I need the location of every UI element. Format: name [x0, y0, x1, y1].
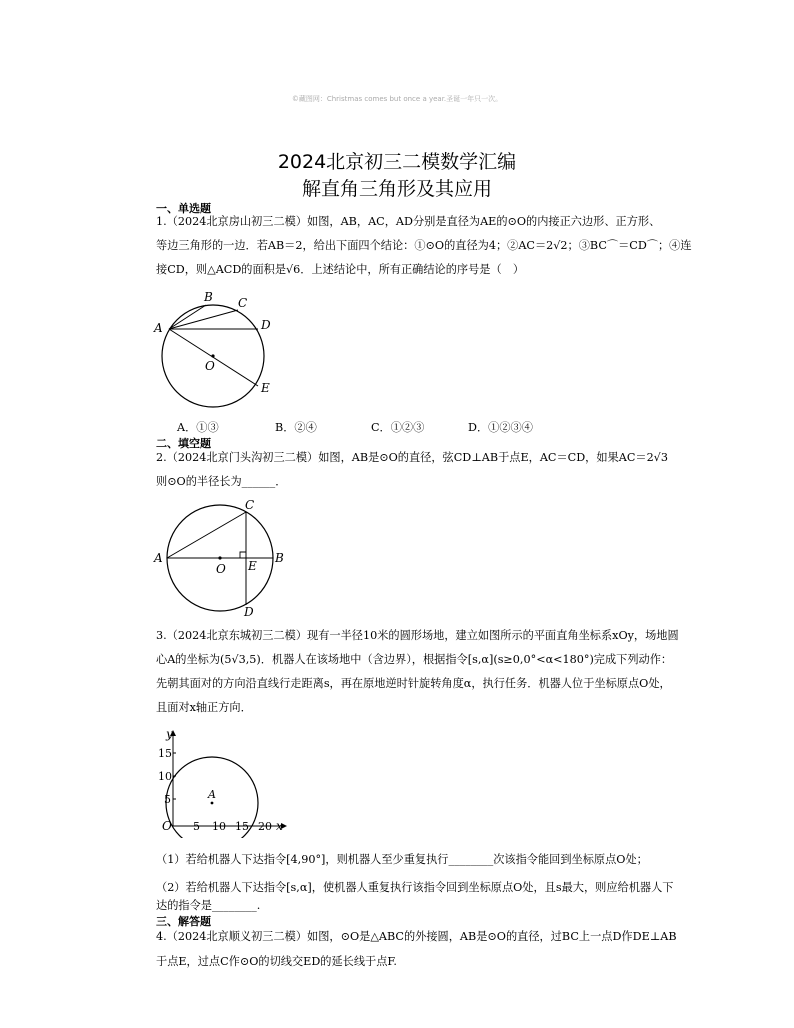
q3-ytick-label-10: 10: [158, 770, 172, 783]
q2-segment-ac: [167, 512, 246, 558]
q3-sub2-line2: 达的指令是________.: [156, 899, 261, 912]
q1-option-d[interactable]: D．①②③④: [468, 421, 533, 434]
q1-label-o: O: [205, 359, 215, 373]
q4-line1: 4.（2024北京顺义初三二模）如图，⊙O是△ABC的外接圆，AB是⊙O的直径，过BC上一点D作DE⊥AB: [156, 930, 677, 943]
q3-x-label: x: [276, 819, 283, 833]
q2-line1: 2.（2024北京门头沟初三二模）如图，AB是⊙O的直径，弦CD⊥AB于点E，AC＝CD，如果AC＝2√3: [156, 451, 668, 464]
q2-center-dot: [218, 556, 221, 559]
watermark: ©藏图网：Christmas comes but once a year.圣诞一年只一次。: [291, 95, 503, 103]
q1-line3: 接CD，则△ACD的面积是√6．上述结论中，所有正确结论的序号是（ ）: [156, 263, 525, 276]
q3-sub1: （1）若给机器人下达指令[4,90°]，则机器人至少重复执行________次该指令能回到坐标原点O处；: [156, 853, 648, 866]
q2-label-c: C: [245, 498, 255, 512]
q3-line2: 心A的坐标为(5√3,5)．机器人在该场地中（含边界），根据指令[s,α](s≥0,0°<α<180°)完成下列动作：: [156, 653, 673, 666]
q3-line4: 且面对x轴正方向．: [156, 701, 252, 714]
q2-right-angle-mark: [240, 552, 246, 558]
q4-line2: 于点E，过点C作⊙O的切线交ED的延长线于点F.: [156, 955, 397, 968]
q3-xtick-label-15: 15: [235, 820, 249, 833]
q1-label-e: E: [261, 381, 270, 395]
q1-label-d: D: [261, 318, 271, 332]
q2-figure: [150, 495, 295, 620]
q3-center-dot: [211, 802, 214, 805]
q2-label-e: E: [248, 559, 257, 573]
page-title: 2024北京初三二模数学汇编: [277, 151, 517, 173]
q1-chord-ac: [169, 310, 238, 329]
q1-line1: 1.（2024北京房山初三二模）如图，AB，AC，AD分别是直径为AE的⊙O的内接正六边形、正方形、: [156, 215, 661, 228]
q1-line2: 等边三角形的一边．若AB＝2，给出下面四个结论：①⊙O的直径为4；②AC＝2√2；③BC⌒＝CD⌒；④连: [156, 239, 692, 252]
q3-y-label: y: [166, 727, 173, 741]
page-subtitle: 解直角三角形及其应用: [301, 178, 492, 200]
q3-xtick-label-10: 10: [212, 820, 226, 833]
q1-center-dot: [211, 354, 214, 357]
q1-figure: [150, 286, 290, 418]
q1-label-a: A: [154, 321, 163, 335]
q1-label-b: B: [204, 290, 213, 304]
q2-line2: 则⊙O的半径长为______．: [156, 475, 287, 488]
q3-ytick-label-15: 15: [158, 747, 172, 760]
q3-figure: [150, 726, 290, 838]
q1-option-c[interactable]: C．①②③: [371, 421, 425, 434]
q3-xtick-label-20: 20: [258, 820, 272, 833]
q1-option-b[interactable]: B．②④: [275, 421, 317, 434]
section-heading-answer: 三、解答题: [156, 915, 211, 928]
q3-xtick-label-5: 5: [193, 820, 200, 833]
q3-ytick-label-5: 5: [164, 793, 171, 806]
section-heading-fill-blank: 二、填空题: [156, 437, 211, 450]
q3-origin-label: O: [162, 819, 172, 833]
q3-line1: 3.（2024北京东城初三二模）现有一半径10米的圆形场地，建立如图所示的平面直角坐标系xOy，场地圆: [156, 629, 679, 642]
section-heading-single-choice: 一、单选题: [156, 202, 211, 215]
q1-label-c: C: [238, 296, 248, 310]
q2-label-d: D: [244, 605, 254, 619]
q3-sub2-line1: （2）若给机器人下达指令[s,α]，使机器人重复执行该指令回到坐标原点O处，且s最大，则应给机器人下: [156, 881, 674, 894]
q3-center-label: A: [208, 788, 216, 801]
q1-chord-ab: [169, 305, 206, 329]
q2-label-a: A: [154, 551, 163, 565]
q2-label-b: B: [275, 551, 284, 565]
q2-label-o: O: [216, 562, 226, 576]
q3-line3: 先朝其面对的方向沿直线行走距离s，再在原地逆时针旋转角度α，执行任务．机器人位于坐标原点O处，: [156, 677, 671, 690]
q1-option-a[interactable]: A．①③: [177, 421, 219, 434]
